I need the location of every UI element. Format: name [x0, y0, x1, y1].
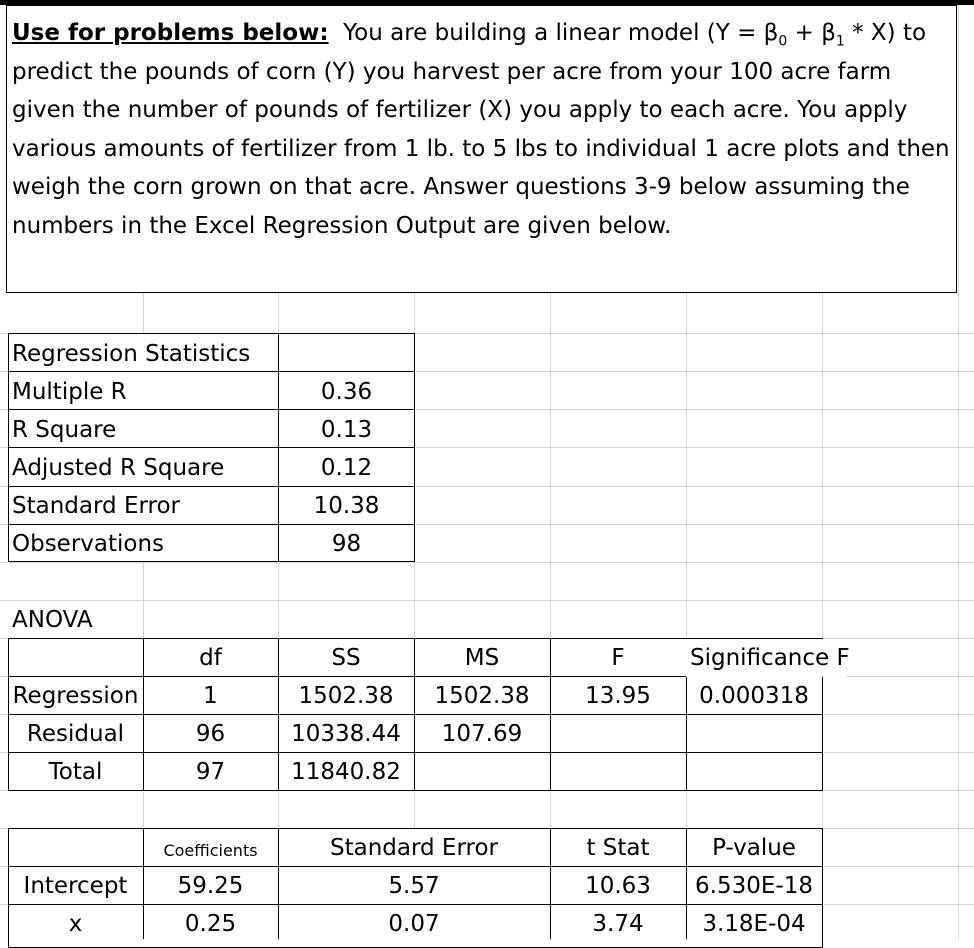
stat-value: 98 [331, 531, 362, 557]
stat-label: Standard Error [12, 493, 181, 519]
coef-row-label: Intercept [23, 873, 128, 899]
anova-cell: 1502.38 [298, 683, 394, 709]
anova-cell: 1 [203, 683, 218, 709]
coef-header-standard-error: Standard Error [329, 835, 498, 861]
regression-statistics-title: Regression Statistics [12, 341, 251, 367]
anova-header-significance-f: Significance F [686, 639, 846, 677]
anova-cell: 0.000318 [699, 683, 809, 709]
stat-value: 0.13 [320, 417, 373, 443]
coef-row-label: x [68, 911, 83, 937]
intro-line1-post: * X) to [844, 20, 927, 46]
problem-description [12, 14, 957, 245]
coef-header-coefficients: Coefficients [163, 841, 258, 860]
stat-label: R Square [12, 417, 117, 443]
coef-cell: 5.57 [388, 873, 440, 899]
anova-cell: 11840.82 [291, 759, 401, 785]
anova-cell: 10338.44 [291, 721, 401, 747]
coef-cell: 3.74 [592, 911, 644, 937]
coef-cell: 3.18E-04 [702, 911, 806, 937]
coef-header-p-value: P-value [712, 835, 796, 861]
coef-cell: 10.63 [585, 873, 651, 899]
beta0-subscript: 0 [778, 33, 788, 50]
anova-cell: 1502.38 [434, 683, 530, 709]
anova-row-label: Total [48, 759, 103, 785]
intro-body-text: predict the pounds of corn (Y) you harvest per acre from your 100 acre farm given the number of pounds of fertilizer (X) you apply to each acre. You apply various amounts of fertilizer from 1 lb. to 5 lbs to individual 1 acre plots and then weigh the corn grown on that acre. Answer questions 3-9 below assuming the numbers in the Excel Regression Output are given below. [12, 58, 950, 239]
coef-header-t-stat: t Stat [586, 835, 650, 861]
stat-label: Multiple R [12, 379, 127, 405]
intro-line1-mid: + β [787, 20, 836, 46]
coef-cell: 0.07 [388, 911, 440, 937]
anova-cell: 13.95 [585, 683, 651, 709]
anova-cell: 107.69 [441, 721, 523, 747]
coef-cell: 0.25 [184, 911, 237, 937]
intro-line1-pre: You are building a linear model (Y = β [343, 20, 779, 46]
stat-label: Observations [12, 531, 165, 557]
stat-value: 0.12 [320, 455, 373, 481]
stat-label: Adjusted R Square [12, 455, 225, 481]
anova-header-ms: MS [464, 645, 500, 671]
stat-value: 0.36 [320, 379, 373, 405]
coef-cell: 59.25 [177, 873, 244, 899]
anova-cell: 96 [195, 721, 226, 747]
anova-header-ss: SS [331, 645, 361, 671]
anova-title: ANOVA [12, 607, 93, 633]
stat-value: 10.38 [313, 493, 380, 519]
coef-cell: 6.530E-18 [695, 873, 813, 899]
anova-header-f: F [611, 645, 625, 671]
anova-header-df: df [199, 645, 222, 671]
beta1-subscript: 1 [835, 33, 845, 50]
anova-cell: 97 [195, 759, 226, 785]
problem-heading: Use for problems below: [12, 20, 329, 46]
anova-row-label: Residual [26, 721, 125, 747]
anova-row-label: Regression [12, 683, 139, 709]
